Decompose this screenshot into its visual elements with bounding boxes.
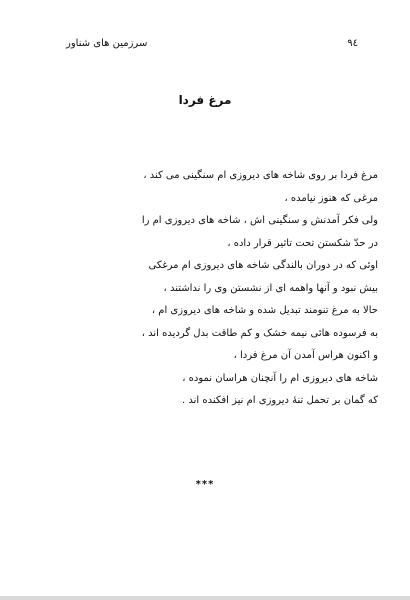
poem-line: به فرسوده هائی نیمه خشک و کم طاقت بدل گردیده اند ، bbox=[141, 327, 378, 339]
poem-line: و اکنون هراس آمدن آن مرغ فردا ، bbox=[233, 350, 378, 361]
poem-line: حالا به مرغ تنومند تبدیل شده و شاخه های دیروزی ام ، bbox=[151, 305, 378, 316]
poem-line: شاخه های دیروزی ام را آنچنان هراسان نموده ، bbox=[182, 372, 378, 384]
poem-line: در حدّ شکستن تحت تاثیر قرار داده ، bbox=[227, 237, 378, 249]
page-bottom-edge bbox=[0, 596, 410, 600]
poem-body bbox=[58, 165, 378, 413]
poem-line: بیش نبود و آنها واهمه ای از نشستن وی را نداشتند ، bbox=[163, 282, 378, 294]
poem-line: مرغ فردا بر روی شاخه های دیروزی ام سنگینی می کند ، bbox=[143, 170, 378, 181]
section-separator: *** bbox=[195, 479, 215, 490]
page-number: ۹٤ bbox=[347, 38, 358, 49]
page-header bbox=[66, 36, 358, 52]
running-title: سرزمین های شناور bbox=[66, 38, 148, 49]
poem-line: ولی فکر آمدنش و سنگینی اش ، شاخه های دیروزی ام را bbox=[141, 215, 378, 226]
poem-line: مرغی که هنوز نیامده ، bbox=[284, 192, 378, 204]
poem-title: مرغ فردا bbox=[178, 93, 232, 107]
poem-line: اوئی که در دوران بالندگی شاخه های دیروزی ام مرغکی bbox=[148, 260, 378, 271]
poem-line: که گمان بر تحمل تنهٔ دیروزی ام نیز افکنده اند . bbox=[181, 395, 378, 406]
